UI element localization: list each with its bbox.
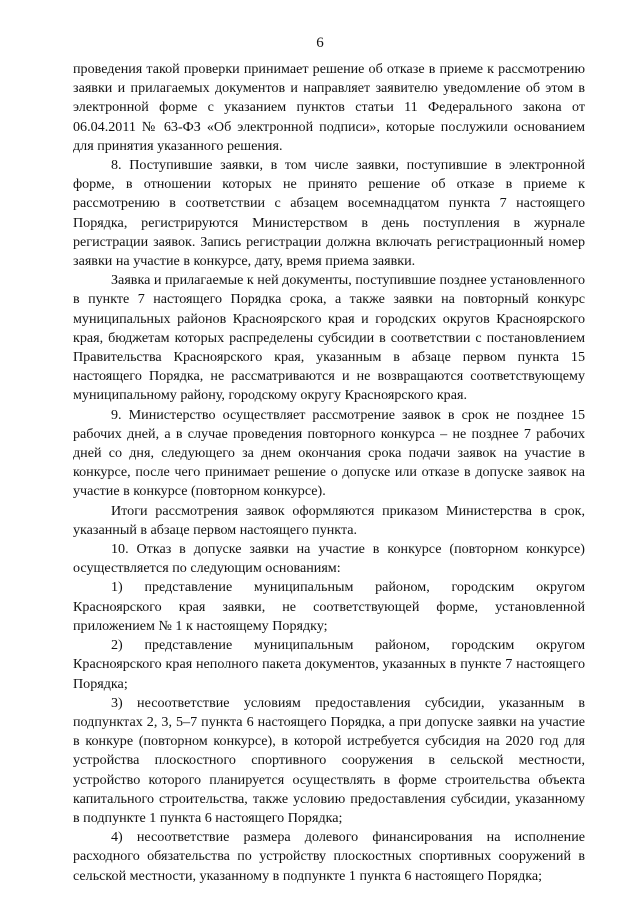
paragraph-subitem-3: 3) несоответствие условиям предоставления субсидии, указанным в подпунктах 2, 3, 5–7 пункта 6 настоящего Порядка, а при допуске заявки на участие в конкуре (повторном конкурсе), в которой истребуется субсидия на 2020 год для устройства плоскостного спортивного сооружения в сельской местности, устройство которого планируется осуществлять в форме строительства объекта капитального строительства, также условию предоставления субсидии, указанному в подпункте 1 пункта 6 настоящего Порядка; xyxy=(73,694,585,826)
page-number: 6 xyxy=(316,35,324,51)
paragraph-item-9: 9. Министерство осуществляет рассмотрение заявок в срок не позднее 15 рабочих дней, а в случае проведения повторного конкурса – не позднее 7 рабочих дней со дня, следующего за днем окончания срока подачи заявок на участие в конкурсе, после чего принимает решение о допуске или отказе в допуске заявок на участие в конкурсе (повторном конкурсе). xyxy=(73,406,585,500)
paragraph-continuation: проведения такой проверки принимает решение об отказе в приеме к рассмотрению заявки и прилагаемых документов и направляет заявителю уведомление об этом в электронной форме с указанием пунктов статьи 11 Федерального закона от 06.04.2011 № 63-ФЗ «Об электронной подписи», которые послужили основанием для принятия указанного решения. xyxy=(73,61,585,154)
paragraph-subitem-1: 1) представление муниципальным районом, городским округом Красноярского края заявки, не соответствующей форме, установленной приложением № 1 к настоящему Порядку; xyxy=(73,579,585,634)
paragraph-review-results: Итоги рассмотрения заявок оформляются приказом Министерства в срок, указанный в абзаце первом настоящего пункта. xyxy=(73,502,585,538)
paragraph-subitem-2: 2) представление муниципальным районом, городским округом Красноярского края неполного пакета документов, указанных в пункте 7 настоящего Порядка; xyxy=(73,637,585,692)
paragraph-subitem-4: 4) несоответствие размера долевого финансирования на исполнение расходного обязательства по устройству плоскостных спортивных сооружений в сельской местности, указанному в подпункте 1 пункта 6 настоящего Порядка; xyxy=(73,829,585,884)
paragraph-item-10: 10. Отказ в допуске заявки на участие в конкурсе (повторном конкурсе) осуществляется по следующим основаниям: xyxy=(73,541,585,577)
document-body xyxy=(73,60,585,886)
paragraph-item-8: 8. Поступившие заявки, в том числе заявки, поступившие в электронной форме, в отношении которых не принято решение об отказе в приеме к рассмотрению в соответствии с абзацем восемнадцатом пункта 7 настоящего Порядка, регистрируются Министерством в день поступления в журнале регистрации заявок. Запись регистрации должна включать регистрационный номер заявки на участие в конкурсе, дату, время приема заявки. xyxy=(73,157,585,270)
paragraph-late-applications: Заявка и прилагаемые к ней документы, поступившие позднее установленного в пункте 7 настоящего Порядка срока, а также заявки на повторный конкурс муниципальных районов Красноярского края и городских округов Красноярского края, бюджетам которых распределены субсидии в соответствии с постановлением Правительства Красноярского края, указанным в абзаце первом пункта 15 настоящего Порядка, не рассматриваются и не возвращаются соответствующему муниципальному району, городскому округу Красноярского края. xyxy=(73,272,585,404)
